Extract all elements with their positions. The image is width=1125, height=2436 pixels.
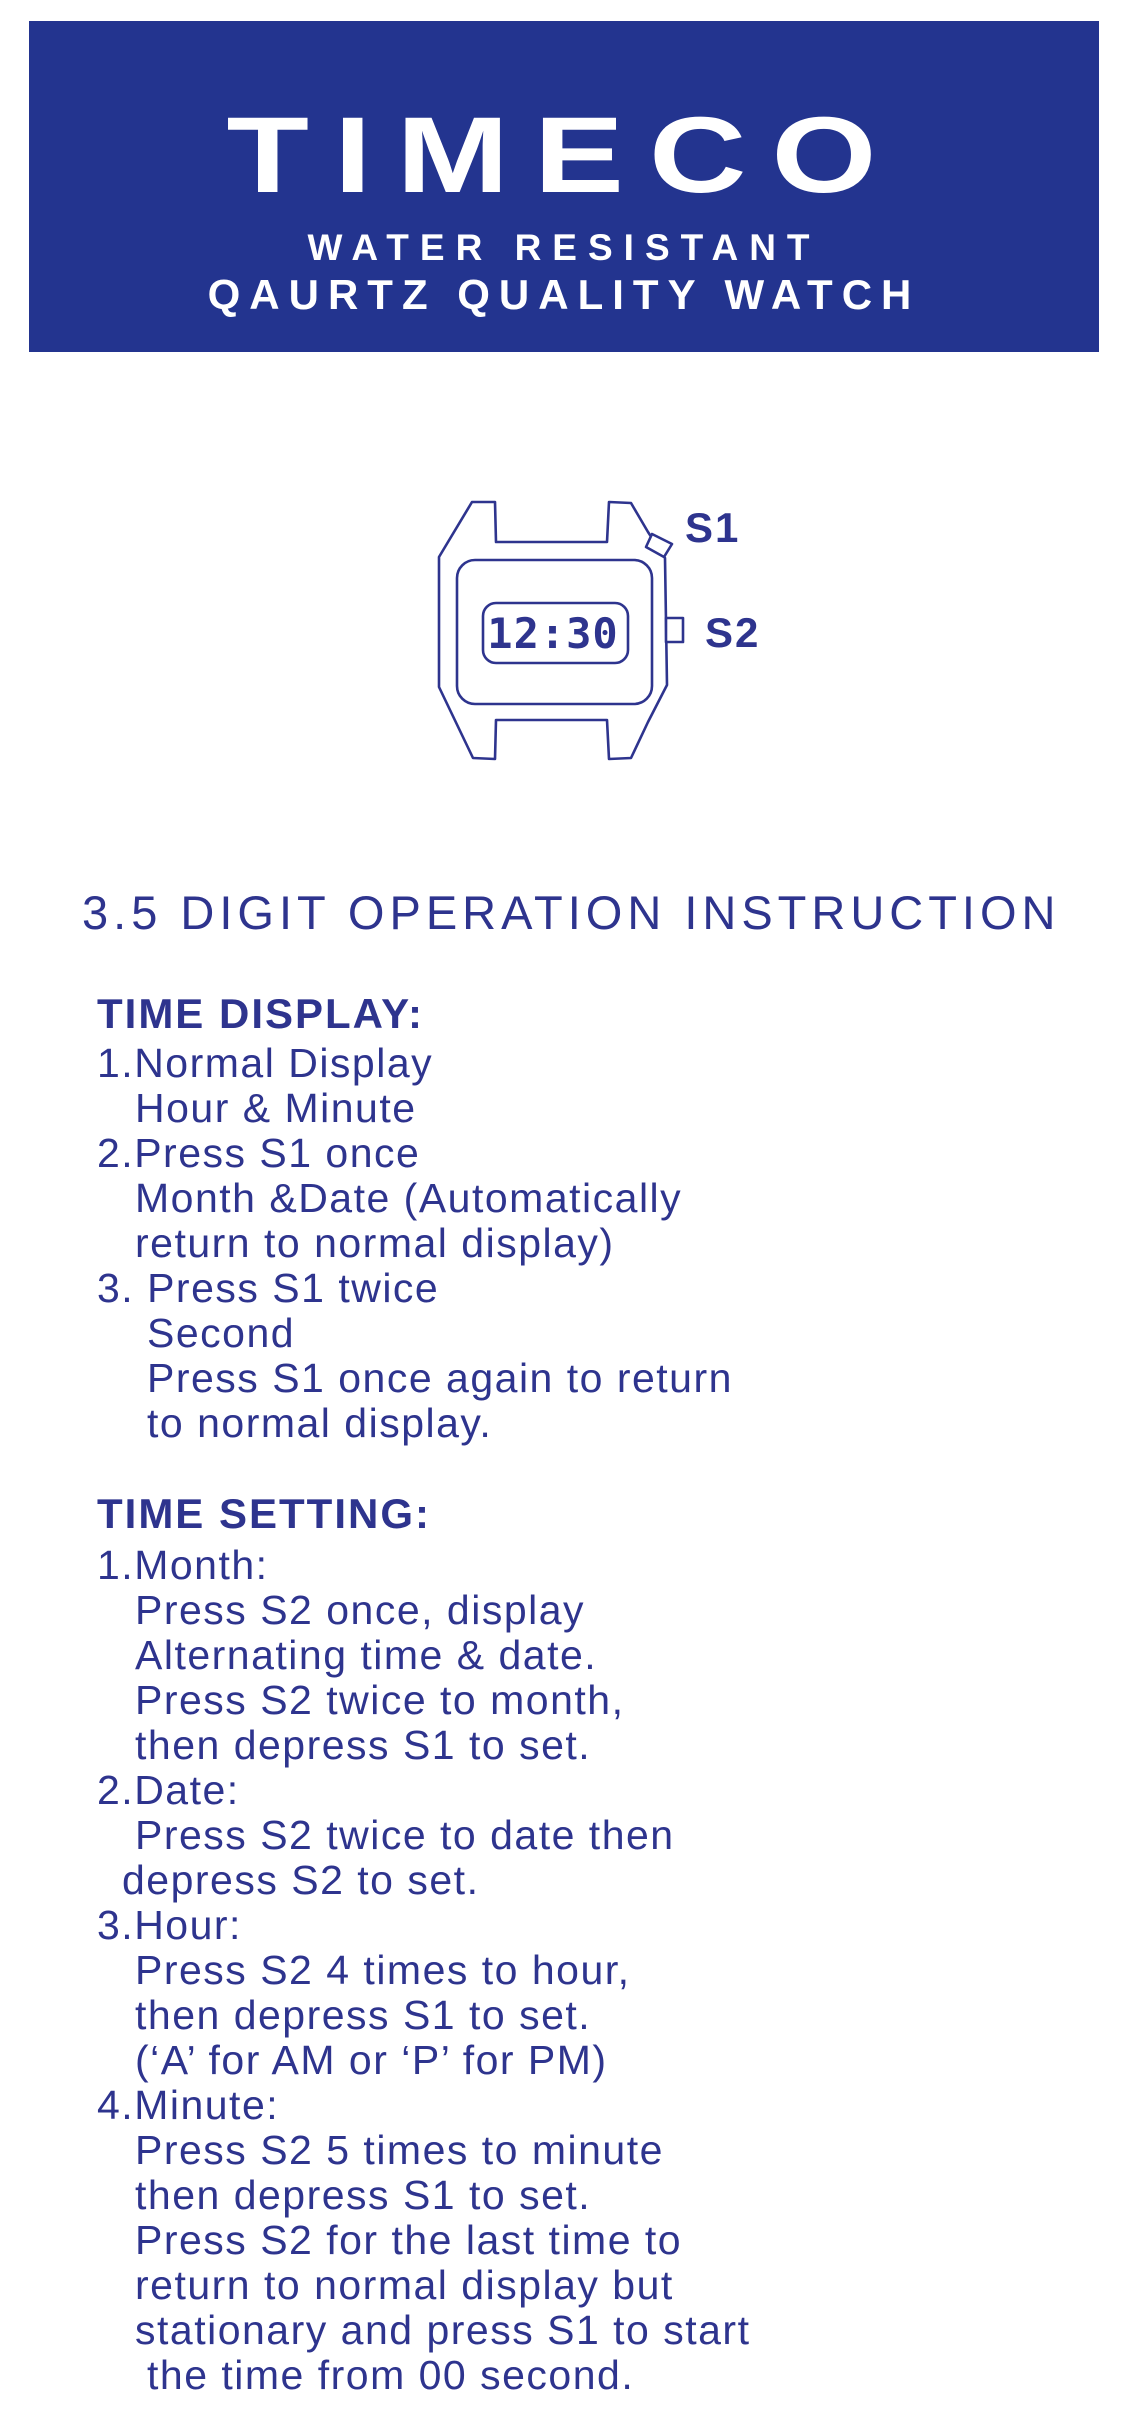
banner-subtitle-water-resistant: WATER RESISTANT (307, 227, 821, 268)
brand-banner (29, 21, 1099, 352)
instruction-line: depress S2 to set. (122, 1857, 480, 1903)
section-time-setting (0, 1491, 1125, 2398)
banner-subtitle-quartz: QAURTZ QUALITY WATCH (207, 271, 921, 318)
watch-lcd-time: 12:30 (487, 609, 619, 658)
brand-logo: TIMECO (226, 94, 902, 215)
label-s2: S2 (705, 609, 761, 656)
instruction-line: Press S2 twice to month, (135, 1677, 625, 1723)
instruction-line: 2.Date: (97, 1767, 240, 1813)
instruction-line: Press S2 4 times to hour, (135, 1947, 631, 1993)
instruction-line: 4.Minute: (97, 2082, 280, 2128)
section-time-display (0, 991, 1125, 1446)
instruction-line: then depress S1 to set. (135, 1722, 592, 1768)
instruction-line: Hour & Minute (135, 1085, 417, 1131)
instruction-line: then depress S1 to set. (135, 1992, 592, 2038)
instruction-line: Press S2 once, display (135, 1587, 586, 1633)
instruction-line: 2.Press S1 once (97, 1130, 421, 1176)
page-title: 3.5 DIGIT OPERATION INSTRUCTION (82, 886, 1061, 939)
instruction-line: return to normal display but (135, 2262, 674, 2308)
label-s1: S1 (685, 504, 741, 551)
instruction-line: Month &Date (Automatically (135, 1175, 683, 1221)
instruction-line: Press S2 for the last time to (135, 2217, 683, 2263)
instruction-line: Press S2 5 times to minute (135, 2127, 664, 2173)
instruction-line: then depress S1 to set. (135, 2172, 592, 2218)
instruction-line: 3.Hour: (97, 1902, 242, 1948)
instruction-line: stationary and press S1 to start (135, 2307, 751, 2353)
instruction-line: Alternating time & date. (135, 1632, 598, 1678)
instruction-line: (‘A’ for AM or ‘P’ for PM) (135, 2037, 608, 2083)
instruction-line: 1.Normal Display (97, 1040, 434, 1086)
time-display-heading: TIME DISPLAY: (97, 990, 425, 1037)
instruction-line: to normal display. (147, 1400, 493, 1446)
instruction-line: 1.Month: (97, 1542, 269, 1588)
instruction-line: Press S2 twice to date then (135, 1812, 675, 1858)
instruction-line: Press S1 once again to return (147, 1355, 733, 1401)
watch-diagram (420, 490, 790, 790)
instruction-line: the time from 00 second. (147, 2352, 635, 2398)
instruction-line: Second (147, 1310, 296, 1356)
time-setting-heading: TIME SETTING: (97, 1490, 431, 1537)
instruction-line: 3. Press S1 twice (97, 1265, 440, 1311)
watch-figure (420, 490, 790, 790)
watch-button-s1 (646, 534, 672, 557)
watch-button-s2 (666, 618, 683, 642)
instruction-line: return to normal display) (135, 1220, 615, 1266)
